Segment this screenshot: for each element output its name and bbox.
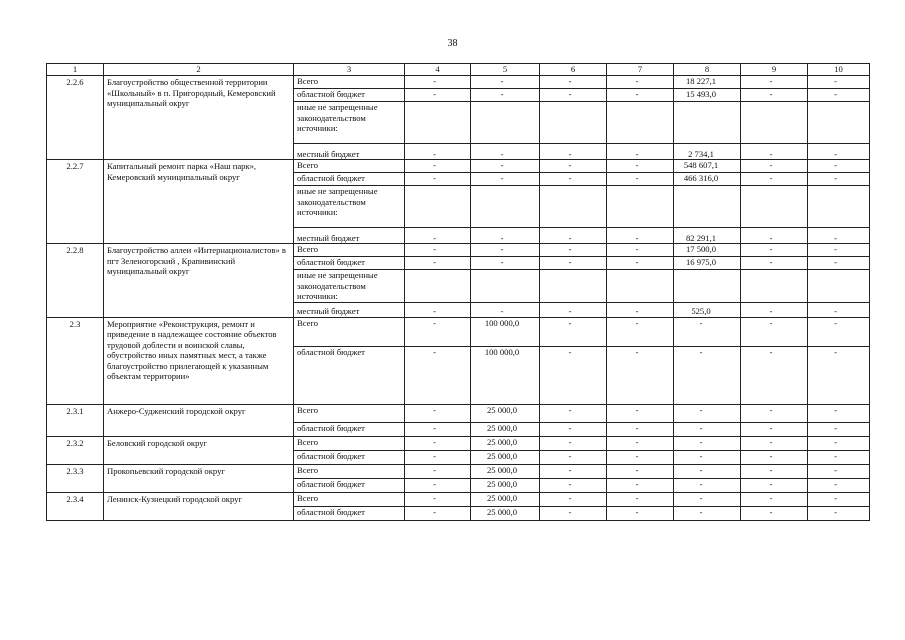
amount-cell: - <box>741 346 808 404</box>
amount-cell: - <box>808 144 870 160</box>
amount-cell: - <box>741 228 808 244</box>
amount-cell: - <box>808 76 870 89</box>
funding-source: местный бюджет <box>294 144 405 160</box>
amount-cell: 25 000,0 <box>471 436 540 450</box>
amount-cell: 25 000,0 <box>471 478 540 492</box>
amount-cell: - <box>741 160 808 173</box>
amount-cell: - <box>405 422 471 436</box>
amount-cell: - <box>607 450 674 464</box>
amount-cell: - <box>808 422 870 436</box>
amount-cell: - <box>741 257 808 270</box>
amount-cell: - <box>405 506 471 520</box>
amount-cell: - <box>540 478 607 492</box>
amount-cell: 548 607,1 <box>674 160 741 173</box>
amount-cell: - <box>405 404 471 422</box>
column-number-cell: 4 <box>405 64 471 76</box>
funding-source: областной бюджет <box>294 173 405 186</box>
column-number-row <box>47 64 870 76</box>
funding-source: Всего <box>294 317 405 346</box>
amount-cell: - <box>405 346 471 404</box>
amount-cell: - <box>607 228 674 244</box>
amount-cell: - <box>741 450 808 464</box>
table-row <box>47 436 870 450</box>
amount-cell: - <box>540 450 607 464</box>
amount-cell: - <box>607 144 674 160</box>
item-number: 2.3 <box>47 317 104 404</box>
item-description: Прокопьевский городской округ <box>104 464 294 492</box>
amount-cell: 25 000,0 <box>471 506 540 520</box>
table-row <box>47 404 870 422</box>
amount-cell: - <box>540 436 607 450</box>
amount-cell: - <box>405 436 471 450</box>
funding-source: Всего <box>294 404 405 422</box>
funding-source: областной бюджет <box>294 506 405 520</box>
amount-cell <box>808 270 870 303</box>
amount-cell: - <box>808 346 870 404</box>
amount-cell <box>741 186 808 228</box>
amount-cell: - <box>471 257 540 270</box>
amount-cell: - <box>674 422 741 436</box>
amount-cell: - <box>674 506 741 520</box>
amount-cell: - <box>405 76 471 89</box>
amount-cell: 25 000,0 <box>471 450 540 464</box>
amount-cell: - <box>405 89 471 102</box>
amount-cell: 100 000,0 <box>471 346 540 404</box>
funding-source: иные не запрещенные законодательством источники: <box>294 186 405 228</box>
funding-source: иные не запрещенные законодательством источники: <box>294 102 405 144</box>
item-description: Беловский городской округ <box>104 436 294 464</box>
item-number: 2.3.3 <box>47 464 104 492</box>
amount-cell: - <box>540 464 607 478</box>
amount-cell: - <box>405 160 471 173</box>
amount-cell: - <box>607 302 674 317</box>
amount-cell: - <box>741 506 808 520</box>
amount-cell: 17 500,0 <box>674 244 741 257</box>
column-number-cell: 10 <box>808 64 870 76</box>
item-number: 2.2.6 <box>47 76 104 160</box>
amount-cell: - <box>808 404 870 422</box>
budget-table <box>46 63 870 521</box>
amount-cell: 82 291,1 <box>674 228 741 244</box>
amount-cell: - <box>674 317 741 346</box>
amount-cell: - <box>607 506 674 520</box>
amount-cell: - <box>674 464 741 478</box>
funding-source: областной бюджет <box>294 422 405 436</box>
table-row <box>47 464 870 478</box>
column-number-cell: 2 <box>104 64 294 76</box>
amount-cell: - <box>405 173 471 186</box>
amount-cell <box>607 270 674 303</box>
amount-cell: - <box>808 464 870 478</box>
amount-cell: - <box>540 492 607 506</box>
amount-cell: - <box>607 422 674 436</box>
amount-cell: - <box>741 76 808 89</box>
amount-cell: - <box>540 422 607 436</box>
amount-cell: 2 734,1 <box>674 144 741 160</box>
amount-cell: - <box>741 89 808 102</box>
amount-cell <box>741 270 808 303</box>
amount-cell: - <box>540 244 607 257</box>
amount-cell: - <box>540 228 607 244</box>
amount-cell: - <box>540 173 607 186</box>
amount-cell <box>674 186 741 228</box>
amount-cell <box>607 102 674 144</box>
amount-cell: - <box>741 144 808 160</box>
amount-cell <box>540 270 607 303</box>
amount-cell <box>471 102 540 144</box>
table-row <box>47 244 870 257</box>
amount-cell: - <box>540 257 607 270</box>
table-row <box>47 492 870 506</box>
amount-cell: - <box>405 478 471 492</box>
amount-cell: 25 000,0 <box>471 404 540 422</box>
amount-cell: - <box>607 317 674 346</box>
amount-cell <box>741 102 808 144</box>
funding-source: областной бюджет <box>294 478 405 492</box>
amount-cell: - <box>808 257 870 270</box>
amount-cell: - <box>540 404 607 422</box>
item-description: Капитальный ремонт парка «Наш парк», Кемеровский муниципальный округ <box>104 160 294 244</box>
amount-cell: - <box>405 244 471 257</box>
amount-cell <box>607 186 674 228</box>
amount-cell: - <box>674 404 741 422</box>
amount-cell <box>540 186 607 228</box>
item-number: 2.2.7 <box>47 160 104 244</box>
amount-cell: - <box>540 76 607 89</box>
amount-cell: 16 975,0 <box>674 257 741 270</box>
column-number-cell: 6 <box>540 64 607 76</box>
amount-cell: - <box>741 464 808 478</box>
amount-cell: - <box>471 228 540 244</box>
table-row <box>47 160 870 173</box>
amount-cell: - <box>741 492 808 506</box>
item-number: 2.3.1 <box>47 404 104 436</box>
table-row <box>47 317 870 346</box>
amount-cell: - <box>607 160 674 173</box>
amount-cell: 25 000,0 <box>471 422 540 436</box>
amount-cell: - <box>607 404 674 422</box>
column-number-cell: 3 <box>294 64 405 76</box>
table-body <box>47 64 870 521</box>
column-number-cell: 7 <box>607 64 674 76</box>
amount-cell: - <box>405 257 471 270</box>
amount-cell: - <box>674 436 741 450</box>
amount-cell: - <box>808 450 870 464</box>
amount-cell: - <box>405 464 471 478</box>
amount-cell: - <box>808 317 870 346</box>
amount-cell: 25 000,0 <box>471 492 540 506</box>
funding-source: Всего <box>294 464 405 478</box>
funding-source: областной бюджет <box>294 346 405 404</box>
amount-cell: - <box>607 478 674 492</box>
amount-cell: - <box>471 144 540 160</box>
amount-cell: - <box>674 492 741 506</box>
amount-cell: - <box>471 89 540 102</box>
amount-cell <box>808 186 870 228</box>
amount-cell: - <box>741 404 808 422</box>
amount-cell: - <box>674 346 741 404</box>
amount-cell: - <box>741 436 808 450</box>
amount-cell: - <box>405 450 471 464</box>
amount-cell <box>808 102 870 144</box>
item-number: 2.2.8 <box>47 244 104 318</box>
amount-cell: - <box>808 173 870 186</box>
amount-cell: - <box>540 160 607 173</box>
funding-source: областной бюджет <box>294 257 405 270</box>
amount-cell: - <box>471 160 540 173</box>
amount-cell <box>405 270 471 303</box>
funding-source: областной бюджет <box>294 450 405 464</box>
amount-cell: - <box>471 76 540 89</box>
column-number-cell: 1 <box>47 64 104 76</box>
amount-cell: 18 227,1 <box>674 76 741 89</box>
funding-source: Всего <box>294 160 405 173</box>
amount-cell <box>471 270 540 303</box>
page-number: 38 <box>447 38 458 49</box>
amount-cell: - <box>607 436 674 450</box>
amount-cell: - <box>540 302 607 317</box>
funding-source: Всего <box>294 76 405 89</box>
amount-cell: - <box>471 173 540 186</box>
item-description: Анжеро-Судженский городской округ <box>104 404 294 436</box>
amount-cell: 15 493,0 <box>674 89 741 102</box>
amount-cell: - <box>741 173 808 186</box>
amount-cell: - <box>405 492 471 506</box>
amount-cell: - <box>540 506 607 520</box>
funding-source: Всего <box>294 436 405 450</box>
amount-cell: - <box>607 464 674 478</box>
item-number: 2.3.2 <box>47 436 104 464</box>
amount-cell: - <box>808 302 870 317</box>
amount-cell: - <box>540 317 607 346</box>
amount-cell: - <box>607 89 674 102</box>
amount-cell: - <box>405 317 471 346</box>
funding-source: областной бюджет <box>294 89 405 102</box>
item-description: Благоустройство общественной территории «Школьный» в п. Пригородный, Кемеровский муниципальный округ <box>104 76 294 160</box>
amount-cell: - <box>405 144 471 160</box>
amount-cell: - <box>405 228 471 244</box>
amount-cell: - <box>741 422 808 436</box>
table-row <box>47 76 870 89</box>
amount-cell: - <box>741 302 808 317</box>
amount-cell: - <box>808 506 870 520</box>
item-description: Мероприятие «Реконструкция, ремонт и приведение в надлежащее состояние объектов трудовой доблести и воинской славы, обустройство иных памятных мест, а также благоустройство прилегающей к указанным объектам территории» <box>104 317 294 404</box>
column-number-cell: 9 <box>741 64 808 76</box>
amount-cell: - <box>471 244 540 257</box>
amount-cell: - <box>540 346 607 404</box>
amount-cell: - <box>741 244 808 257</box>
funding-source: иные не запрещенные законодательством источники: <box>294 270 405 303</box>
amount-cell: - <box>674 450 741 464</box>
amount-cell: - <box>405 302 471 317</box>
amount-cell: - <box>808 492 870 506</box>
amount-cell: - <box>741 478 808 492</box>
amount-cell: - <box>808 228 870 244</box>
amount-cell <box>674 102 741 144</box>
amount-cell <box>540 102 607 144</box>
amount-cell: - <box>471 302 540 317</box>
column-number-cell: 8 <box>674 64 741 76</box>
amount-cell: - <box>607 492 674 506</box>
amount-cell: - <box>540 144 607 160</box>
amount-cell: - <box>674 478 741 492</box>
item-description: Благоустройство аллеи «Интернационалистов» в пгт Зеленогорский , Крапивинский муниципальный округ <box>104 244 294 318</box>
amount-cell: - <box>607 76 674 89</box>
funding-source: Всего <box>294 244 405 257</box>
amount-cell <box>674 270 741 303</box>
amount-cell <box>405 102 471 144</box>
amount-cell: - <box>540 89 607 102</box>
column-number-cell: 5 <box>471 64 540 76</box>
amount-cell <box>471 186 540 228</box>
amount-cell: - <box>607 346 674 404</box>
funding-source: местный бюджет <box>294 228 405 244</box>
funding-source: Всего <box>294 492 405 506</box>
amount-cell <box>405 186 471 228</box>
amount-cell: - <box>607 173 674 186</box>
amount-cell: - <box>808 478 870 492</box>
amount-cell: 525,0 <box>674 302 741 317</box>
amount-cell: - <box>741 317 808 346</box>
amount-cell: 466 316,0 <box>674 173 741 186</box>
amount-cell: - <box>808 89 870 102</box>
funding-source: местный бюджет <box>294 302 405 317</box>
amount-cell: - <box>808 160 870 173</box>
amount-cell: 100 000,0 <box>471 317 540 346</box>
item-number: 2.3.4 <box>47 492 104 520</box>
amount-cell: 25 000,0 <box>471 464 540 478</box>
amount-cell: - <box>808 244 870 257</box>
item-description: Ленинск-Кузнецкий городской округ <box>104 492 294 520</box>
amount-cell: - <box>607 257 674 270</box>
amount-cell: - <box>808 436 870 450</box>
amount-cell: - <box>607 244 674 257</box>
